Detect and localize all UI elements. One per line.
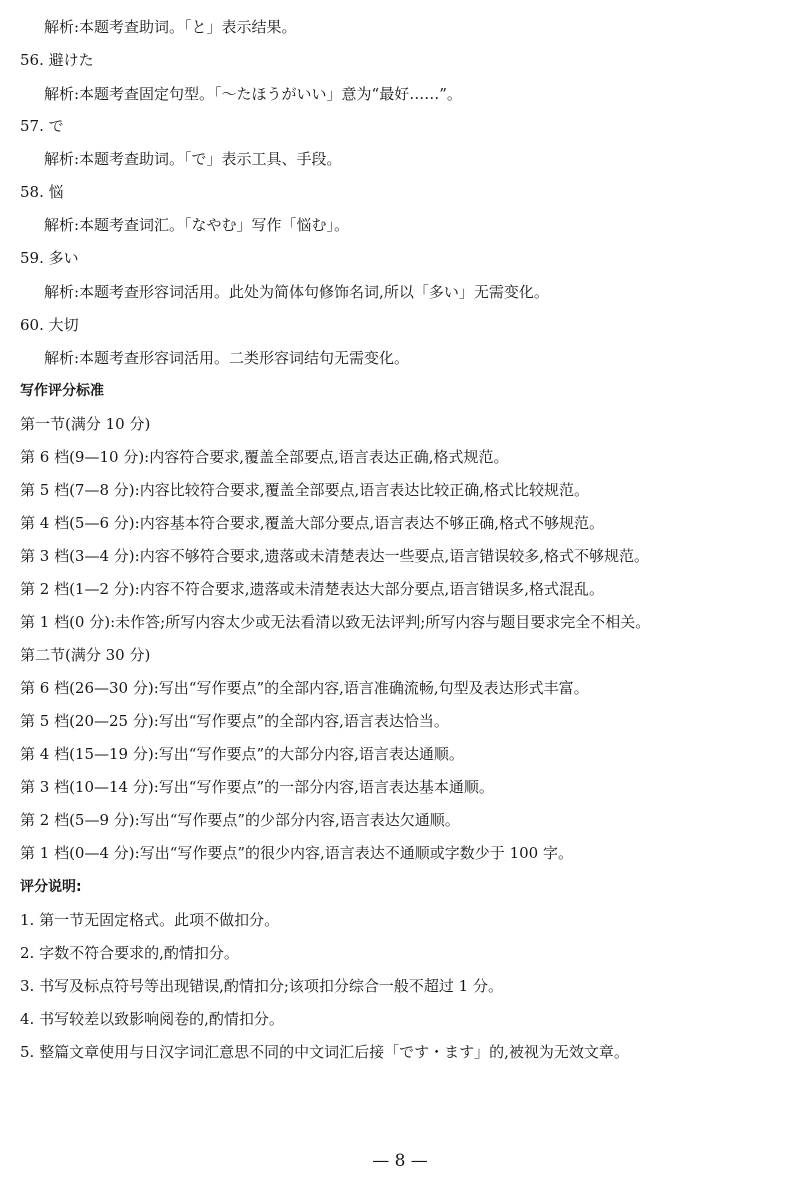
answer-59: 59. 多い (20, 249, 79, 267)
answer-59-explanation: 解析:本题考查形容词活用。此处为简体句修饰名词,所以「多い」无需变化。 (44, 283, 549, 301)
section2-title: 第二节(满分 30 分) (20, 646, 151, 664)
section1-grade-2: 第 2 档(1—2 分):内容不符合要求,遗落或未清楚表达大部分要点,语言错误多,格式混乱。 (20, 580, 605, 598)
section2-grade-1: 第 1 档(0—4 分):写出“写作要点”的很少内容,语言表达不通顺或字数少于 100 字。 (20, 844, 573, 862)
answer-56: 56. 避けた (20, 51, 94, 69)
section1-grade-1: 第 1 档(0 分):未作答;所写内容太少或无法看清以致无法评判;所写内容与题目要求完全不相关。 (20, 613, 651, 631)
section2-grade-3: 第 3 档(10—14 分):写出“写作要点”的一部分内容,语言表达基本通顺。 (20, 778, 494, 796)
note-item-1: 1. 第一节无固定格式。此项不做扣分。 (20, 911, 280, 929)
answer-60-explanation: 解析:本题考查形容词活用。二类形容词结句无需变化。 (44, 349, 410, 367)
section2-grade-5: 第 5 档(20—25 分):写出“写作要点”的全部内容,语言表达恰当。 (20, 712, 449, 730)
answer-57-explanation: 解析:本题考查助词。「で」表示工具、手段。 (44, 150, 342, 168)
section1-title: 第一节(满分 10 分) (20, 415, 151, 433)
section2-grade-2: 第 2 档(5—9 分):写出“写作要点”的少部分内容,语言表达欠通顺。 (20, 811, 460, 829)
answer-57: 57. で (20, 117, 64, 135)
answer-58: 58. 悩 (20, 183, 64, 201)
answer-60: 60. 大切 (20, 316, 79, 334)
note-item-3: 3. 书写及标点符号等出现错误,酌情扣分;该项扣分综合一般不超过 1 分。 (20, 977, 503, 995)
note-item-2: 2. 字数不符合要求的,酌情扣分。 (20, 944, 239, 962)
section1-grade-3: 第 3 档(3—4 分):内容不够符合要求,遗落或未清楚表达一些要点,语言错误较多,格式不够规范。 (20, 547, 650, 565)
notes-heading: 评分说明: (20, 879, 82, 895)
page-number: — 8 — (372, 1151, 428, 1171)
note-item-4: 4. 书写较差以致影响阅卷的,酌情扣分。 (20, 1010, 284, 1028)
answer-55-explanation: 解析:本题考查助词。「と」表示结果。 (44, 18, 297, 36)
section1-grade-4: 第 4 档(5—6 分):内容基本符合要求,覆盖大部分要点,语言表达不够正确,格式不够规范。 (20, 514, 605, 532)
answer-58-explanation: 解析:本题考查词汇。「なやむ」写作「悩む」。 (44, 216, 350, 234)
section2-grade-4: 第 4 档(15—19 分):写出“写作要点”的大部分内容,语言表达通顺。 (20, 745, 464, 763)
note-item-5: 5. 整篇文章使用与日汉字词汇意思不同的中文词汇后接「です・ます」的,被视为无效文章。 (20, 1043, 629, 1061)
writing-heading: 写作评分标准 (20, 383, 104, 399)
section2-grade-6: 第 6 档(26—30 分):写出“写作要点”的全部内容,语言准确流畅,句型及表达形式丰富。 (20, 679, 589, 697)
section1-grade-5: 第 5 档(7—8 分):内容比较符合要求,覆盖全部要点,语言表达比较正确,格式比较规范。 (20, 481, 589, 499)
answer-56-explanation: 解析:本题考查固定句型。「～たほうがいい」意为“最好……”。 (44, 85, 462, 103)
section1-grade-6: 第 6 档(9—10 分):内容符合要求,覆盖全部要点,语言表达正确,格式规范。 (20, 448, 509, 466)
